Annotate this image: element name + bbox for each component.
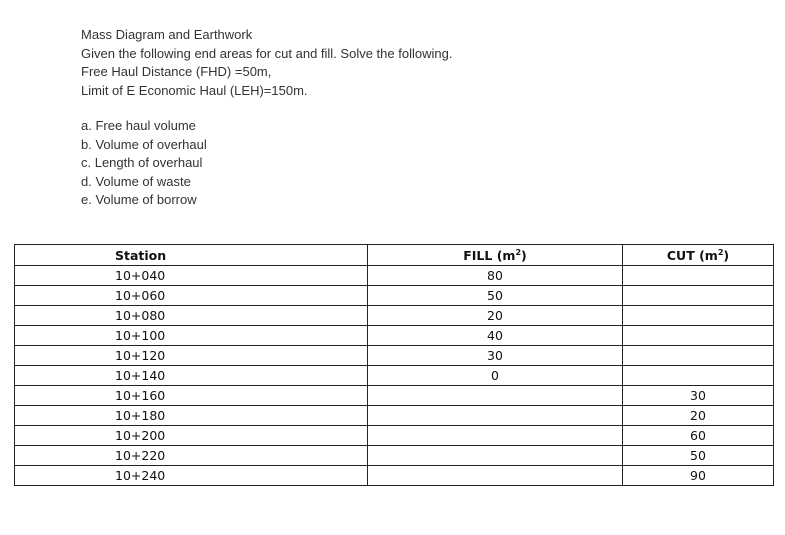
fill-cell [368,426,623,446]
station-cell: 10+060 [15,286,368,306]
header-cut: CUT $(m^2)$ [623,245,774,266]
cut-cell: 30 [623,386,774,406]
header-fill: FILL $(m^2)$ [368,245,623,266]
station-cell: 10+220 [15,446,368,466]
header-station: Station [15,245,368,266]
question-list [81,117,207,210]
cut-cell [623,326,774,346]
table-row [15,266,774,286]
table-row [15,406,774,426]
cut-cell: 50 [623,446,774,466]
cut-cell [623,266,774,286]
fill-cell [368,446,623,466]
fill-cell: 20 [368,306,623,326]
table-row [15,306,774,326]
fill-cell: 0 [368,366,623,386]
question-item: e. Volume of borrow [81,192,197,207]
fill-cell [368,386,623,406]
cut-cell: 90 [623,466,774,486]
table-row [15,286,774,306]
station-cell: 10+140 [15,366,368,386]
fill-cell [368,466,623,486]
table-row [15,346,774,366]
question-item: d. Volume of waste [81,173,191,189]
station-cell: 10+180 [15,406,368,426]
table-row [15,386,774,406]
problem-instruction: Given the following end areas for cut and fill. Solve the following. [81,45,453,61]
limit-economic-haul: Limit of E Economic Haul (LEH)=150m. [81,82,308,98]
station-cell: 10+040 [15,266,368,286]
fill-cell: 50 [368,286,623,306]
station-cell: 10+160 [15,386,368,406]
problem-statement [81,26,452,100]
question-item: b. Volume of overhaul [81,136,207,152]
station-cell: 10+100 [15,326,368,346]
fill-cell [368,406,623,426]
fill-cell: 80 [368,266,623,286]
free-haul-distance: Free Haul Distance (FHD) =50m, [81,64,272,79]
question-item: a. Free haul volume [81,118,196,133]
table-row [15,326,774,346]
table-row [15,426,774,446]
table-row [15,446,774,466]
station-cell: 10+120 [15,346,368,366]
cut-cell: 20 [623,406,774,426]
problem-title: Mass Diagram and Earthwork [81,27,253,42]
cut-cell [623,346,774,366]
cut-cell [623,366,774,386]
cut-cell [623,286,774,306]
cut-cell [623,306,774,326]
fill-cell: 40 [368,326,623,346]
table-row [15,466,774,486]
end-area-table [14,244,774,486]
fill-cell: 30 [368,346,623,366]
station-cell: 10+200 [15,426,368,446]
station-cell: 10+240 [15,466,368,486]
cut-cell: 60 [623,426,774,446]
table-row [15,366,774,386]
station-cell: 10+080 [15,306,368,326]
question-item: c. Length of overhaul [81,155,203,170]
table-header-row [15,245,774,266]
